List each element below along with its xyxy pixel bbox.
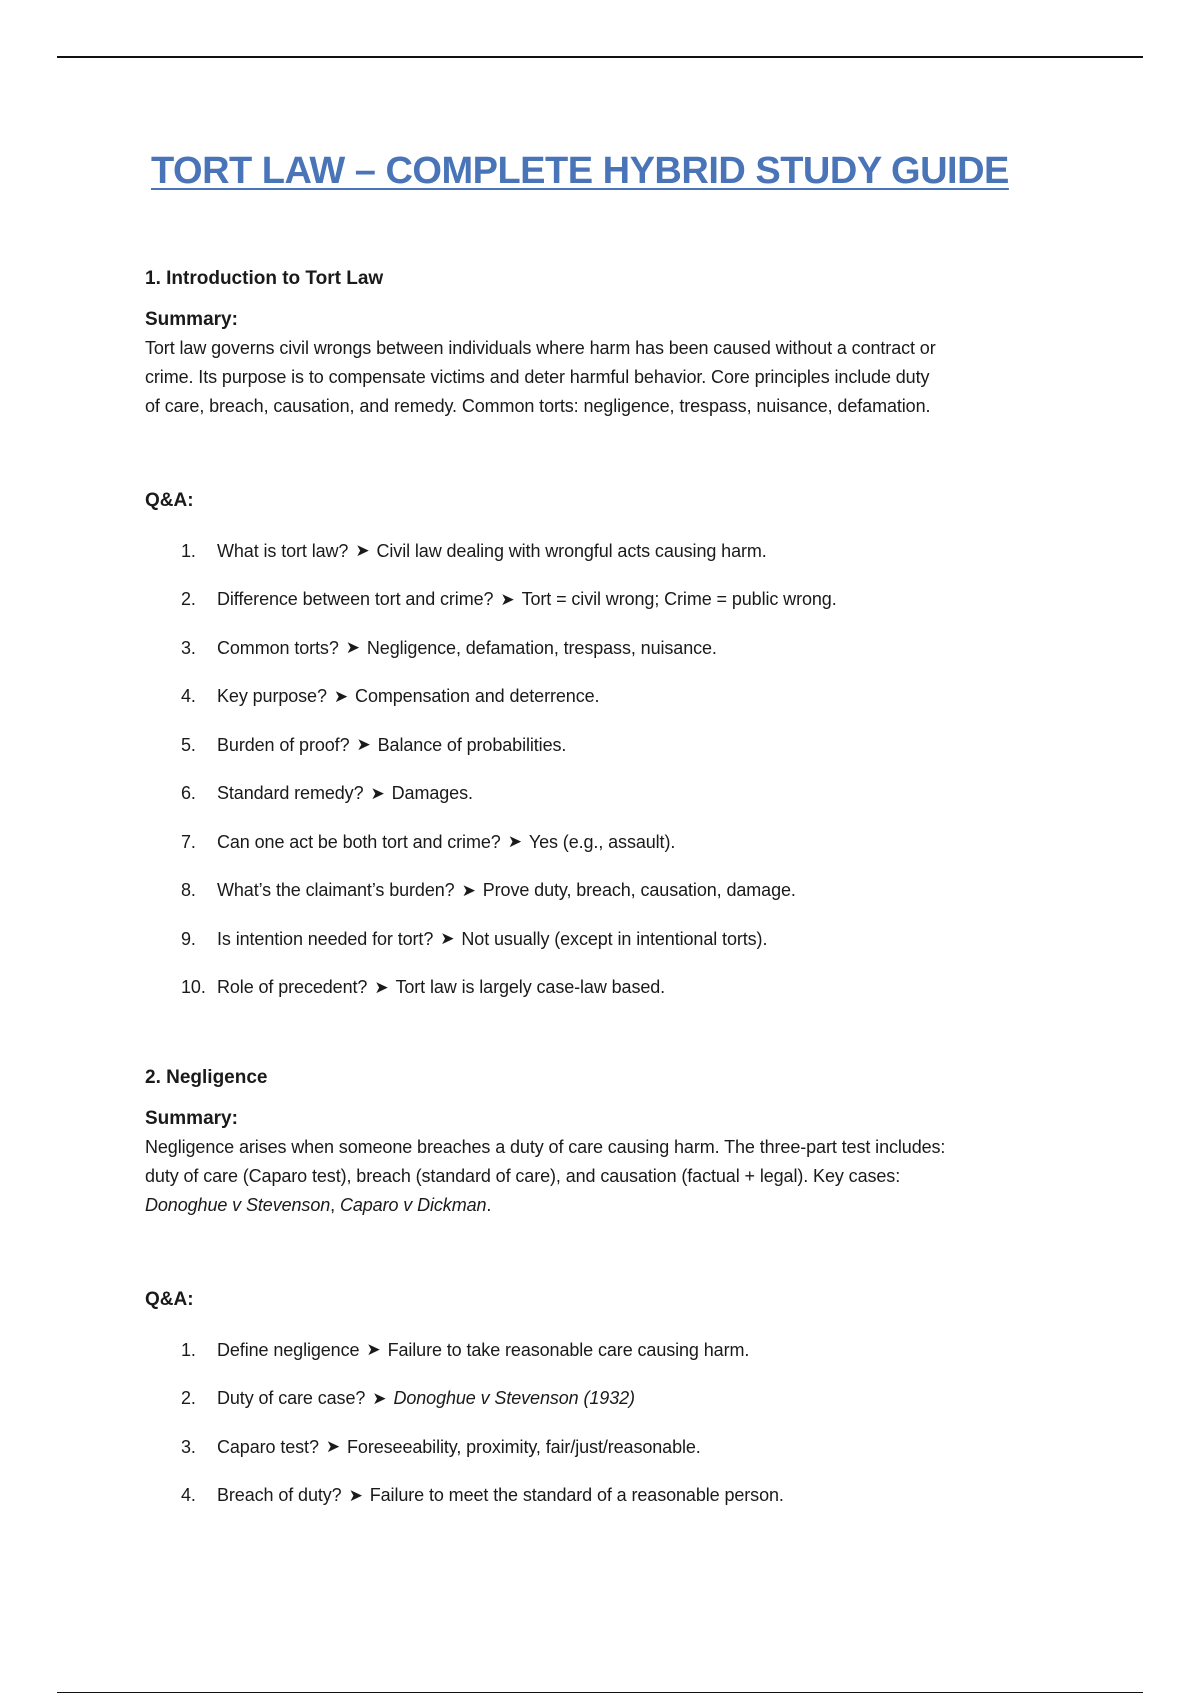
qa-item (145, 915, 1065, 964)
qa-question: Key purpose? (217, 686, 327, 707)
qa-question: Can one act be both tort and crime? (217, 831, 501, 852)
qa-answer: Damages. (391, 783, 473, 804)
qa-number: 3. (181, 637, 196, 658)
summary-label: Summary: (145, 309, 238, 330)
qa-number: 2. (181, 1388, 196, 1409)
summary-line (145, 1191, 1065, 1220)
qa-question: Is intention needed for tort? (217, 928, 434, 949)
arrow-right-icon: ➤ (500, 589, 515, 609)
qa-answer: Tort = civil wrong; Crime = public wrong. (521, 589, 837, 610)
section-heading: 2. Negligence (145, 1067, 268, 1088)
arrow-right-icon: ➤ (461, 880, 476, 900)
qa-question: Burden of proof? (217, 734, 350, 755)
qa-number: 4. (181, 1485, 196, 1506)
qa-label: Q&A: (145, 490, 194, 511)
summary-line: of care, breach, causation, and remedy. Common torts: negligence, trespass, nuisance, defamation. (145, 396, 931, 416)
arrow-right-icon: ➤ (333, 686, 349, 706)
arrow-right-icon: ➤ (440, 929, 455, 949)
qa-item (145, 1423, 1065, 1472)
summary-line: crime. Its purpose is to compensate victims and deter harmful behavior. Core principles include duty (145, 367, 930, 387)
arrow-right-icon: ➤ (370, 783, 385, 803)
qa-item (145, 673, 1065, 722)
footer-rule (57, 1692, 1143, 1693)
qa-item (145, 1472, 1065, 1521)
qa-answer: Prove duty, breach, causation, damage. (482, 880, 796, 901)
qa-item (145, 721, 1065, 770)
qa-number: 6. (181, 783, 196, 804)
qa-number: 7. (181, 831, 196, 852)
arrow-right-icon: ➤ (374, 977, 389, 997)
summary-text (145, 1133, 1065, 1220)
qa-number: 5. (181, 734, 196, 755)
qa-question: Define negligence (217, 1339, 360, 1360)
summary-line: Tort law governs civil wrongs between individuals where harm has been caused without a contract or (145, 338, 936, 358)
qa-number: 3. (181, 1436, 196, 1457)
qa-item (145, 867, 1065, 916)
qa-item (145, 1326, 1065, 1375)
arrow-right-icon: ➤ (355, 541, 370, 561)
qa-list (145, 527, 1065, 1012)
qa-item (145, 964, 1065, 1013)
qa-item (145, 1375, 1065, 1424)
qa-question: What is tort law? (217, 540, 349, 561)
arrow-right-icon: ➤ (348, 1485, 363, 1505)
qa-answer: Not usually (except in intentional torts). (461, 928, 768, 949)
qa-item (145, 770, 1065, 819)
qa-number: 2. (181, 589, 196, 610)
qa-answer: Foreseeability, proximity, fair/just/reasonable. (347, 1436, 701, 1457)
qa-number: 1. (181, 1339, 196, 1360)
case-separator: , (330, 1195, 340, 1215)
arrow-right-icon: ➤ (356, 735, 371, 755)
qa-answer: Failure to take reasonable care causing harm. (387, 1339, 750, 1360)
summary-text (145, 334, 1065, 421)
qa-item (145, 624, 1065, 673)
qa-answer: Compensation and deterrence. (355, 686, 600, 707)
section-negligence (145, 1062, 1065, 1520)
qa-question: Caparo test? (217, 1436, 319, 1457)
summary-line: Negligence arises when someone breaches a duty of care causing harm. The three-part test includes: (145, 1137, 946, 1157)
qa-answer: Negligence, defamation, trespass, nuisance. (366, 637, 717, 658)
arrow-right-icon: ➤ (372, 1388, 387, 1408)
sentence-end: . (486, 1195, 492, 1215)
qa-question: Standard remedy? (217, 783, 364, 804)
arrow-right-icon: ➤ (507, 832, 522, 852)
qa-question: Role of precedent? (217, 977, 368, 998)
summary-line: duty of care (Caparo test), breach (standard of care), and causation (factual + legal). Key cases: (145, 1166, 901, 1186)
qa-item (145, 576, 1065, 625)
qa-answer: Balance of probabilities. (377, 734, 567, 755)
qa-answer: Yes (e.g., assault). (528, 831, 676, 852)
case-citation: Donoghue v Stevenson (145, 1195, 331, 1215)
qa-answer: Failure to meet the standard of a reasonable person. (369, 1485, 784, 1506)
section-heading: 1. Introduction to Tort Law (145, 268, 384, 289)
header-rule (57, 56, 1143, 58)
qa-question: Breach of duty? (217, 1485, 342, 1506)
qa-label: Q&A: (145, 1289, 194, 1310)
qa-answer: Tort law is largely case-law based. (395, 977, 666, 998)
qa-answer: Donoghue v Stevenson (1932) (393, 1388, 635, 1409)
qa-number: 4. (181, 686, 196, 707)
arrow-right-icon: ➤ (366, 1340, 381, 1360)
qa-number: 10. (181, 977, 206, 998)
section-introduction (145, 263, 1065, 1012)
summary-label: Summary: (145, 1108, 238, 1129)
qa-answer: Civil law dealing with wrongful acts causing harm. (376, 540, 767, 561)
qa-number: 1. (181, 540, 196, 561)
qa-question: Difference between tort and crime? (217, 589, 494, 610)
arrow-right-icon: ➤ (325, 1437, 341, 1457)
case-citation: Caparo v Dickman (339, 1195, 487, 1215)
qa-number: 9. (181, 928, 196, 949)
qa-question: Common torts? (217, 637, 339, 658)
page-title: TORT LAW – COMPLETE HYBRID STUDY GUIDE (151, 150, 1009, 192)
qa-question: What’s the claimant’s burden? (217, 880, 455, 901)
qa-question: Duty of care case? (217, 1388, 366, 1409)
qa-item (145, 818, 1065, 867)
qa-number: 8. (181, 880, 196, 901)
qa-item (145, 527, 1065, 576)
arrow-right-icon: ➤ (345, 638, 360, 658)
qa-list (145, 1326, 1065, 1520)
